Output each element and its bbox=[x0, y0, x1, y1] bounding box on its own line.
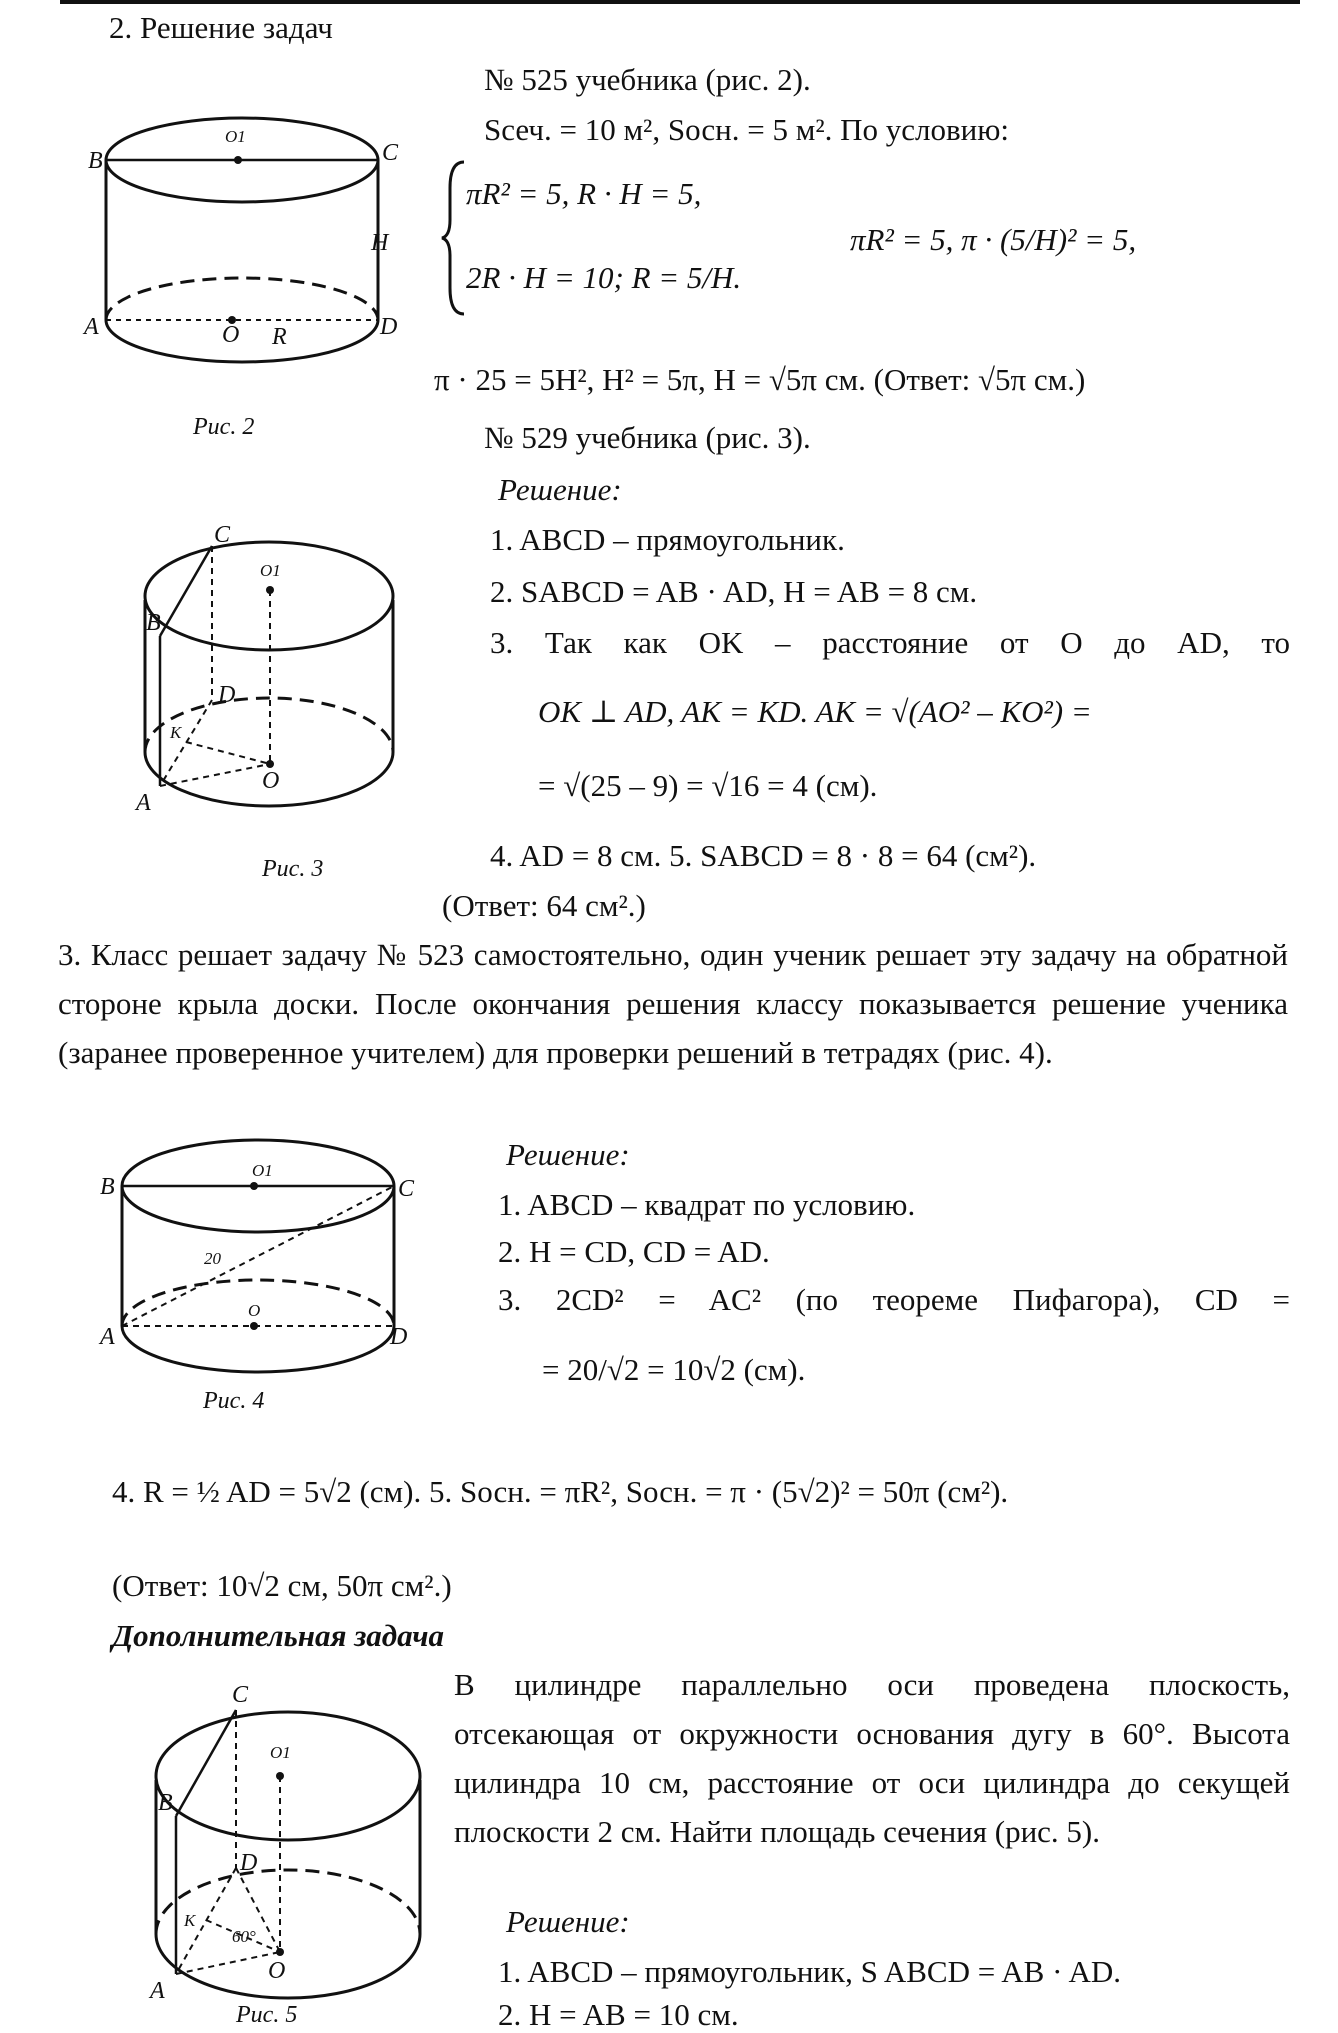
label-K: K bbox=[184, 1911, 196, 1930]
task525-system-line2: 2R · H = 10; R = 5/H. bbox=[466, 260, 742, 295]
section-heading-2: 2. Решение задач bbox=[109, 10, 333, 45]
label-D: D bbox=[218, 682, 236, 708]
task529-step4-5: 4. AD = 8 см. 5. SABCD = 8 · 8 = 64 (см²). bbox=[490, 838, 1037, 873]
figure-4 bbox=[100, 1140, 420, 1385]
cylinder-diagram bbox=[100, 1140, 420, 1380]
task525-given: Sсеч. = 10 м², Sосн. = 5 м². По условию: bbox=[484, 112, 1009, 147]
label-C: C bbox=[382, 140, 399, 166]
label-O1: O1 bbox=[225, 127, 246, 146]
task529-step3-result: = √(25 – 9) = √16 = 4 (см). bbox=[538, 768, 878, 803]
caption-fig5: Рис. 5 bbox=[236, 2002, 298, 2028]
extra-solution-label: Решение: bbox=[506, 1904, 630, 1939]
label-H: H bbox=[371, 230, 389, 256]
task523-answer: (Ответ: 10√2 см, 50π см².) bbox=[112, 1568, 452, 1603]
label-O: O bbox=[262, 768, 280, 794]
label-A: A bbox=[136, 790, 151, 816]
label-C: C bbox=[398, 1176, 415, 1202]
caption-fig3: Рис. 3 bbox=[262, 856, 324, 882]
label-C: C bbox=[214, 522, 231, 548]
task523-step3: 3. 2CD² = AC² (по теореме Пифагора), CD = bbox=[498, 1282, 1290, 1317]
label-C: C bbox=[232, 1682, 249, 1708]
task523-step4-5: 4. R = ½ AD = 5√2 (см). 5. Sосн. = πR², Sосн. = π · (5√2)² = 50π (см²). bbox=[112, 1474, 1009, 1509]
label-D: D bbox=[240, 1850, 258, 1876]
label-D: D bbox=[380, 314, 398, 340]
task523-step1: 1. ABCD – квадрат по условию. bbox=[498, 1187, 916, 1222]
caption-fig2: Рис. 2 bbox=[193, 414, 255, 440]
task523-step3-result: = 20/√2 = 10√2 (см). bbox=[542, 1352, 806, 1387]
task529-answer: (Ответ: 64 см².) bbox=[442, 888, 646, 923]
label-O: O bbox=[268, 1958, 286, 1984]
extra-text: В цилиндре параллельно оси проведена плоскость, отсекающая от окружности основания дугу в 60°. Высота цилиндра 10 см, расстояние от оси цилиндра до секущей плоскости 2 см. Найти площадь сечения (рис. 5). bbox=[454, 1667, 1290, 1849]
top-rule bbox=[60, 0, 1300, 4]
task523-step2: 2. H = CD, CD = AD. bbox=[498, 1234, 770, 1269]
section3-text: 3. Класс решает задачу № 523 самостоятельно, один ученик решает эту задачу на обратной стороне крыла доски. После окончания решения классу показывается решение ученика (заранее проверенное учителем) для проверки решений в тетрадях (рис. 4). bbox=[58, 937, 1288, 1070]
task523-solution-label: Решение: bbox=[506, 1137, 630, 1172]
label-A: A bbox=[150, 1978, 165, 2004]
caption-fig4: Рис. 4 bbox=[203, 1388, 265, 1414]
label-A: A bbox=[100, 1324, 115, 1350]
cylinder-diagram bbox=[80, 120, 420, 360]
label-B: B bbox=[158, 1790, 173, 1816]
label-O: O bbox=[222, 322, 240, 348]
task529-step1: 1. ABCD – прямоугольник. bbox=[490, 522, 845, 557]
extra-heading: Дополнительная задача bbox=[112, 1618, 445, 1653]
task529-step2: 2. SABCD = AB · AD, H = AB = 8 см. bbox=[490, 574, 978, 609]
extra-step1: 1. ABCD – прямоугольник, S ABCD = AB · AD. bbox=[498, 1954, 1121, 1989]
label-B: B bbox=[146, 610, 161, 636]
label-K: K bbox=[170, 723, 182, 742]
cylinder-diagram bbox=[140, 1680, 430, 2004]
task525-title: № 525 учебника (рис. 2). bbox=[484, 62, 811, 97]
figure-2 bbox=[80, 120, 420, 365]
label-20: 20 bbox=[204, 1249, 221, 1268]
task529-step3: 3. Так как OK – расстояние от O до AD, то bbox=[490, 625, 1290, 660]
task529-solution-label: Решение: bbox=[498, 472, 622, 507]
label-O: O bbox=[248, 1301, 261, 1320]
task525-result: π · 25 = 5H², H² = 5π, H = √5π см. (Ответ: √5π см.) bbox=[434, 362, 1086, 397]
figure-3 bbox=[130, 520, 410, 825]
label-O1: O1 bbox=[260, 561, 281, 580]
label-B: B bbox=[88, 148, 103, 174]
system-brace bbox=[444, 158, 468, 323]
task525-system-line1: πR² = 5, R · H = 5, bbox=[466, 176, 702, 211]
cylinder-diagram bbox=[130, 520, 410, 820]
task525-equation: πR² = 5, π · (5/H)² = 5, bbox=[850, 222, 1137, 257]
extra-step2: 2. H = AB = 10 см. bbox=[498, 1997, 739, 2032]
figure-5 bbox=[140, 1680, 430, 2005]
task529-title: № 529 учебника (рис. 3). bbox=[484, 420, 811, 455]
label-O1: O1 bbox=[252, 1161, 273, 1180]
label-O1: O1 bbox=[270, 1743, 291, 1762]
task529-step3-cont: OK ⊥ AD, AK = KD. AK = √(AO² – KO²) = bbox=[538, 694, 1092, 729]
label-R: R bbox=[272, 324, 287, 350]
label-A: A bbox=[84, 314, 99, 340]
label-B: B bbox=[100, 1174, 115, 1200]
label-angle-60: 60° bbox=[232, 1927, 256, 1946]
label-D: D bbox=[390, 1324, 408, 1350]
